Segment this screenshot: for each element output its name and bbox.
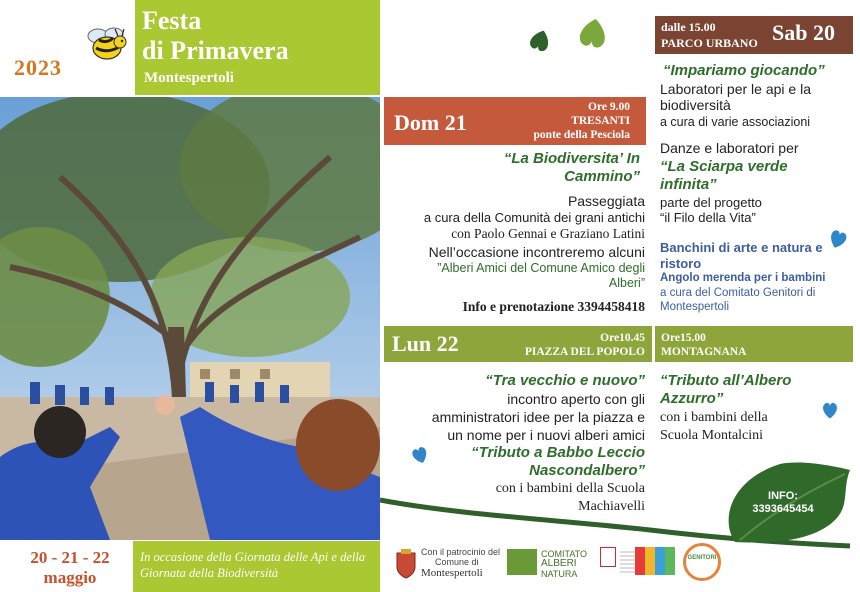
sab20-desc1: Laboratori per le api e la biodiversità <box>660 81 811 113</box>
dom21-day: Dom 21 <box>394 110 467 135</box>
dom21-place2: ponte della Pesciola <box>533 129 630 141</box>
lun22-desc1: incontro aperto con gli <box>507 391 645 407</box>
sab20-place: PARCO URBANO <box>661 36 758 50</box>
sab20-by1: a cura di varie associazioni <box>660 115 811 129</box>
lun22-place: PIAZZA DEL POPOLO <box>524 346 645 358</box>
patronage-line2: Comune di <box>435 557 479 567</box>
lun22-title: “Tra vecchio e nuovo” <box>485 372 645 389</box>
comitato-logo <box>507 549 537 575</box>
bee-icon <box>82 18 132 68</box>
dom21-place: TRESANTI <box>571 115 630 127</box>
comitato-line2: ALBERI <box>541 558 577 569</box>
montagnana-time: Ore15.00 <box>661 332 706 344</box>
lun22-with1: con i bambini della Scuola <box>495 481 645 496</box>
year: 2023 <box>14 55 62 80</box>
genitori-logo <box>683 543 721 581</box>
dom21-with: con Paolo Gennai e Graziano Latini <box>451 226 645 241</box>
lun22-desc3: un nome per i nuovi alberi amici <box>447 427 645 443</box>
sab20-snack-by: a cura del Comitato Genitori di Montespertoli <box>660 287 816 313</box>
sab20-desc3: parte del progetto <box>660 195 762 210</box>
info-phone: 3393645454 <box>752 503 814 515</box>
title-line1: Festa <box>142 6 202 35</box>
sab20-stands: Banchini di arte e natura e ristoro <box>660 240 823 271</box>
comitato-line1: COMITATO <box>541 549 587 559</box>
heart-leaf-icon <box>827 228 849 255</box>
sab20-time: dalle 15.00 <box>661 20 716 34</box>
dom21-time: Ore 9.00 <box>588 101 630 113</box>
patronage-town: Montespertoli <box>421 567 483 579</box>
lun22-time: Ore10.45 <box>600 332 645 344</box>
leaf-icon <box>575 16 611 57</box>
school-crest <box>600 547 616 567</box>
dom21-title: “La Biodiversita’ In Cammino” <box>503 150 640 185</box>
heart-leaf-icon <box>820 400 840 425</box>
sab20-day: Sab 20 <box>772 20 835 45</box>
lun22-title2: “Tributo a Babbo Leccio Nascondalbero” <box>471 444 645 479</box>
occasion-text: In occasione della Giornata delle Api e della Giornata della Biodiversità <box>140 550 366 580</box>
dom21-walk: Passeggiata <box>567 193 645 209</box>
sab20-desc2: Danze e laboratori per <box>660 140 799 156</box>
info-label: INFO: <box>768 490 798 502</box>
montagnana-with2: Scuola Montalcini <box>660 428 764 443</box>
montagnana-with1: con i bambini della <box>660 410 768 425</box>
dom21-trees: ”Alberi Amici del Comune Amico degli Alberi” <box>437 261 645 290</box>
lun22-with2: Machiavelli <box>578 499 645 514</box>
montagnana-title: “Tributo all’Albero Azzurro” <box>660 372 792 407</box>
sab20-snack: Angolo merenda per i bambini <box>660 272 826 284</box>
lun22-desc2: amministratori idee per la piazza e <box>431 409 645 425</box>
sab20-title1: “Impariamo giocando” <box>663 62 825 79</box>
lun22-day: Lun 22 <box>392 331 459 356</box>
genitori-text: GENITORI <box>687 555 717 561</box>
dom21-by: a cura della Comunità dei grani antichi <box>423 210 645 225</box>
park-photo <box>0 97 380 540</box>
patronage-line1: Con il patrocinio del <box>421 547 501 557</box>
dates-month: maggio <box>43 568 97 587</box>
comitato-line3: NATURA <box>541 569 578 579</box>
sab20-desc4: “il Filo della Vita” <box>660 210 756 225</box>
dates-range: 20 - 21 - 22 <box>30 548 110 567</box>
title-line2: di Primavera <box>142 36 289 65</box>
sponsor-logos <box>395 543 855 588</box>
leaf-icon <box>527 28 553 59</box>
montagnana-place: MONTAGNANA <box>661 346 747 358</box>
dom21-booking: Info e prenotazione 3394458418 <box>462 299 645 314</box>
colorful-logo <box>635 547 675 575</box>
town-subtitle: Montespertoli <box>144 70 234 86</box>
sab20-title2: “La Sciarpa verde infinita” <box>660 158 788 193</box>
dom21-meet: Nell’occasione incontreremo alcuni <box>428 244 645 260</box>
coat-of-arms-icon <box>395 549 417 584</box>
